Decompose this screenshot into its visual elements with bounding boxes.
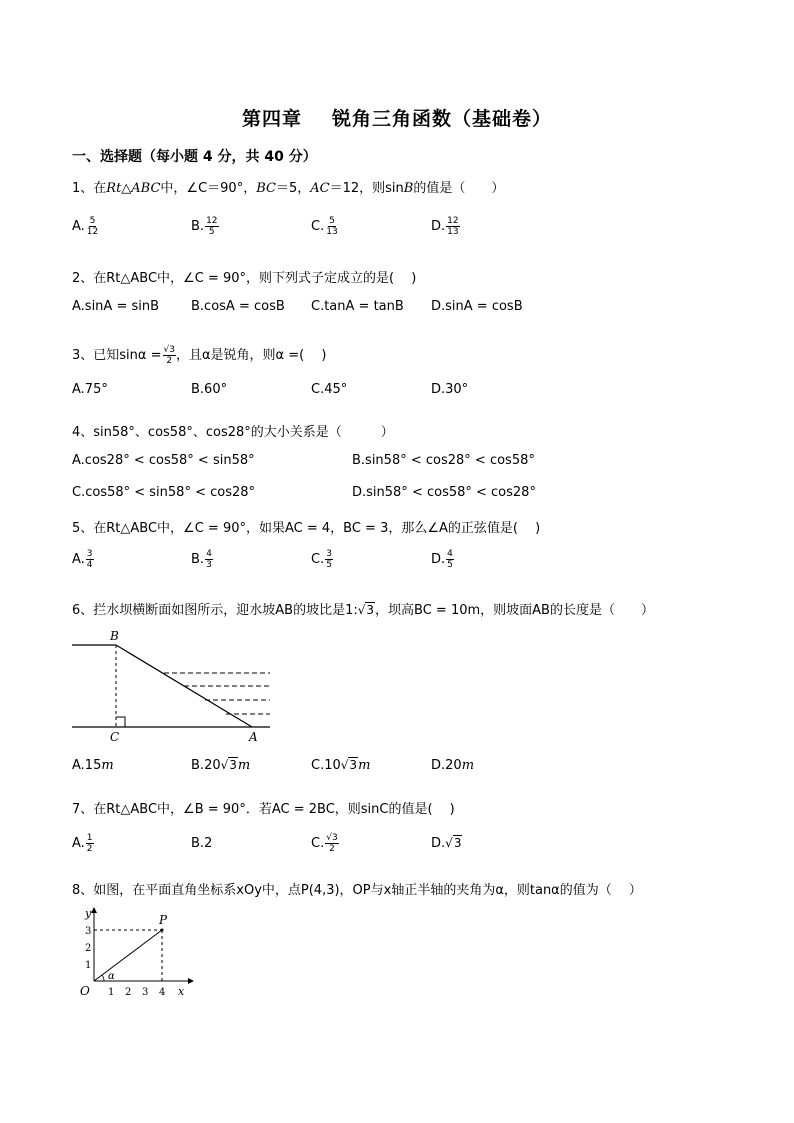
angle-alpha-label: α — [108, 971, 115, 982]
q2-option-a[interactable]: A.sinA = sinB — [72, 299, 160, 314]
coordinate-plane-figure — [74, 905, 194, 1000]
question-8: 8、如图，在平面直角坐标系xOy中，点P(4,3)，OP与x轴正半轴的夹角为α，则tanα的值为（ ） — [72, 883, 642, 898]
q3-option-d[interactable]: D.30° — [431, 382, 469, 397]
x-tick-3: 3 — [142, 987, 149, 998]
q5-option-c[interactable]: C. $\frac{3}{5}$ — [311, 549, 332, 570]
x-tick-1: 1 — [108, 987, 115, 998]
q1-option-c[interactable]: C. $\frac{5}{13}$ — [311, 216, 338, 237]
q4-option-d[interactable]: D.sin58° < cos58° < cos28° — [352, 485, 536, 500]
q7-option-c[interactable]: C. $\frac{√3}{2}$ — [311, 833, 338, 854]
question-3: 3、已知sinα = $\frac{√3}{2}$ ，且α是锐角，则α =( ) — [72, 345, 327, 366]
q6-option-b[interactable]: B.20√3m — [191, 758, 251, 773]
q6-option-d[interactable]: D.20m — [431, 758, 475, 773]
y-tick-2: 2 — [85, 943, 92, 954]
point-b-label: B — [110, 629, 119, 643]
question-1: 1、在Rt△ABC中，∠C＝90°，BC＝5，AC＝12，则sinB的值是（ ） — [72, 181, 505, 196]
q3-option-c[interactable]: C.45° — [311, 382, 348, 397]
question-6: 6、拦水坝横断面如图所示，迎水坡AB的坡比是1:√3，坝高BC = 10m，则坡面AB的长度是（ ） — [72, 603, 654, 618]
q3-option-b[interactable]: B.60° — [191, 382, 228, 397]
dam-cross-section-figure — [72, 628, 272, 746]
q3-option-a[interactable]: A.75° — [72, 382, 108, 397]
q5-option-d[interactable]: D. $\frac{4}{5}$ — [431, 549, 453, 570]
question-2: 2、在Rt△ABC中，∠C = 90°，则下列式子定成立的是( ) — [72, 271, 417, 286]
x-tick-4: 4 — [159, 987, 166, 998]
question-7: 7、在Rt△ABC中，∠B = 90°．若AC = 2BC，则sinC的值是( ) — [72, 802, 455, 817]
point-c-label: C — [110, 730, 120, 744]
q4-option-a[interactable]: A.cos28° < cos58° < sin58° — [72, 453, 255, 468]
q6-option-c[interactable]: C.10√3m — [311, 758, 371, 773]
q1-option-b[interactable]: B. $\frac{12}{5}$ — [191, 216, 218, 237]
page-title — [0, 104, 794, 131]
point-a-label: A — [249, 730, 258, 744]
q5-option-b[interactable]: B. $\frac{4}{3}$ — [191, 549, 212, 570]
q1-option-d[interactable]: D. $\frac{12}{13}$ — [431, 216, 459, 237]
q4-option-b[interactable]: B.sin58° < cos28° < cos58° — [352, 453, 535, 468]
q2-option-b[interactable]: B.cosA = cosB — [191, 299, 285, 314]
q7-option-a[interactable]: A. $\frac{1}{2}$ — [72, 833, 93, 854]
x-tick-2: 2 — [125, 987, 132, 998]
y-tick-3: 3 — [85, 926, 92, 937]
q4-option-c[interactable]: C.cos58° < sin58° < cos28° — [72, 485, 256, 500]
q5-option-a[interactable]: A. $\frac{3}{4}$ — [72, 549, 93, 570]
point-p-label: P — [159, 913, 168, 927]
q2-option-c[interactable]: C.tanA = tanB — [311, 299, 404, 314]
q2-option-d[interactable]: D.sinA = cosB — [431, 299, 523, 314]
chapter-label: 第四章 — [241, 108, 302, 130]
q7-option-b[interactable]: B.2 — [191, 836, 213, 851]
x-axis-label: x — [178, 985, 185, 998]
y-tick-1: 1 — [85, 960, 92, 971]
origin-label: O — [80, 984, 90, 998]
chapter-title: 锐角三角函数（基础卷） — [332, 108, 553, 130]
q1-option-a[interactable]: A. $\frac{5}{12}$ — [72, 216, 99, 237]
section-heading: 一、选择题（每小题 4 分，共 40 分） — [72, 149, 317, 165]
question-5: 5、在Rt△ABC中，∠C = 90°，如果AC = 4，BC = 3，那么∠A的正弦值是( ) — [72, 521, 541, 536]
y-axis-label: y — [85, 907, 92, 920]
q7-option-d[interactable]: D.√3 — [431, 836, 462, 851]
question-4: 4、sin58°、cos58°、cos28°的大小关系是（ ） — [72, 425, 394, 440]
q6-option-a[interactable]: A.15m — [72, 758, 114, 773]
